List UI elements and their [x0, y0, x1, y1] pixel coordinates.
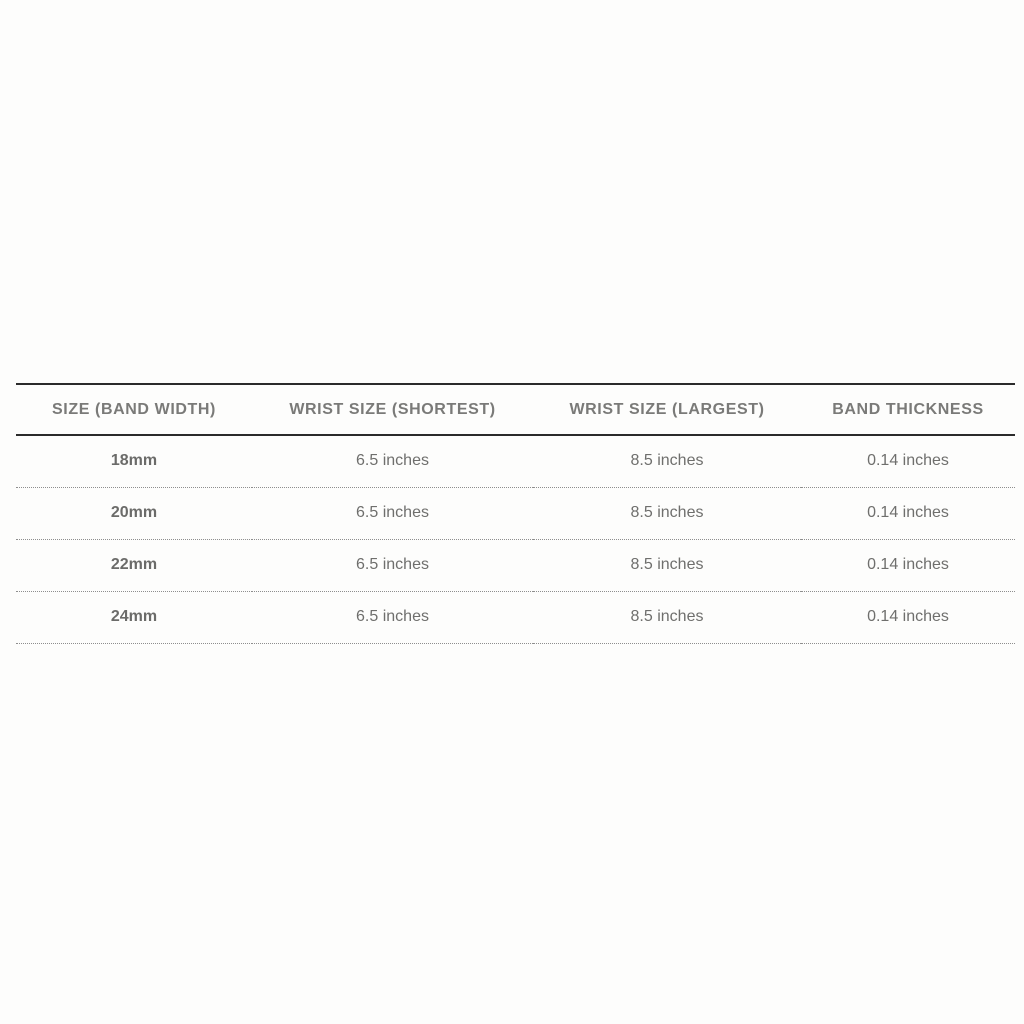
table-header-row	[16, 384, 1015, 435]
cell-band-width: 18mm	[16, 435, 252, 487]
cell-wrist-largest: 8.5 inches	[533, 435, 801, 487]
table-row	[16, 591, 1015, 643]
header-wrist-size-shortest: WRIST SIZE (SHORTEST)	[252, 384, 533, 435]
cell-wrist-shortest: 6.5 inches	[252, 539, 533, 591]
cell-wrist-largest: 8.5 inches	[533, 487, 801, 539]
header-band-thickness: BAND THICKNESS	[801, 384, 1015, 435]
cell-band-thickness: 0.14 inches	[801, 591, 1015, 643]
table-row	[16, 435, 1015, 487]
header-band-width: SIZE (BAND WIDTH)	[16, 384, 252, 435]
cell-band-thickness: 0.14 inches	[801, 539, 1015, 591]
cell-band-thickness: 0.14 inches	[801, 435, 1015, 487]
cell-wrist-largest: 8.5 inches	[533, 539, 801, 591]
cell-band-width: 20mm	[16, 487, 252, 539]
cell-wrist-shortest: 6.5 inches	[252, 487, 533, 539]
cell-band-width: 24mm	[16, 591, 252, 643]
table-row	[16, 487, 1015, 539]
cell-wrist-shortest: 6.5 inches	[252, 591, 533, 643]
cell-band-width: 22mm	[16, 539, 252, 591]
size-chart-table	[16, 383, 1015, 644]
header-wrist-size-largest: WRIST SIZE (LARGEST)	[533, 384, 801, 435]
table-row	[16, 539, 1015, 591]
cell-wrist-shortest: 6.5 inches	[252, 435, 533, 487]
cell-band-thickness: 0.14 inches	[801, 487, 1015, 539]
cell-wrist-largest: 8.5 inches	[533, 591, 801, 643]
